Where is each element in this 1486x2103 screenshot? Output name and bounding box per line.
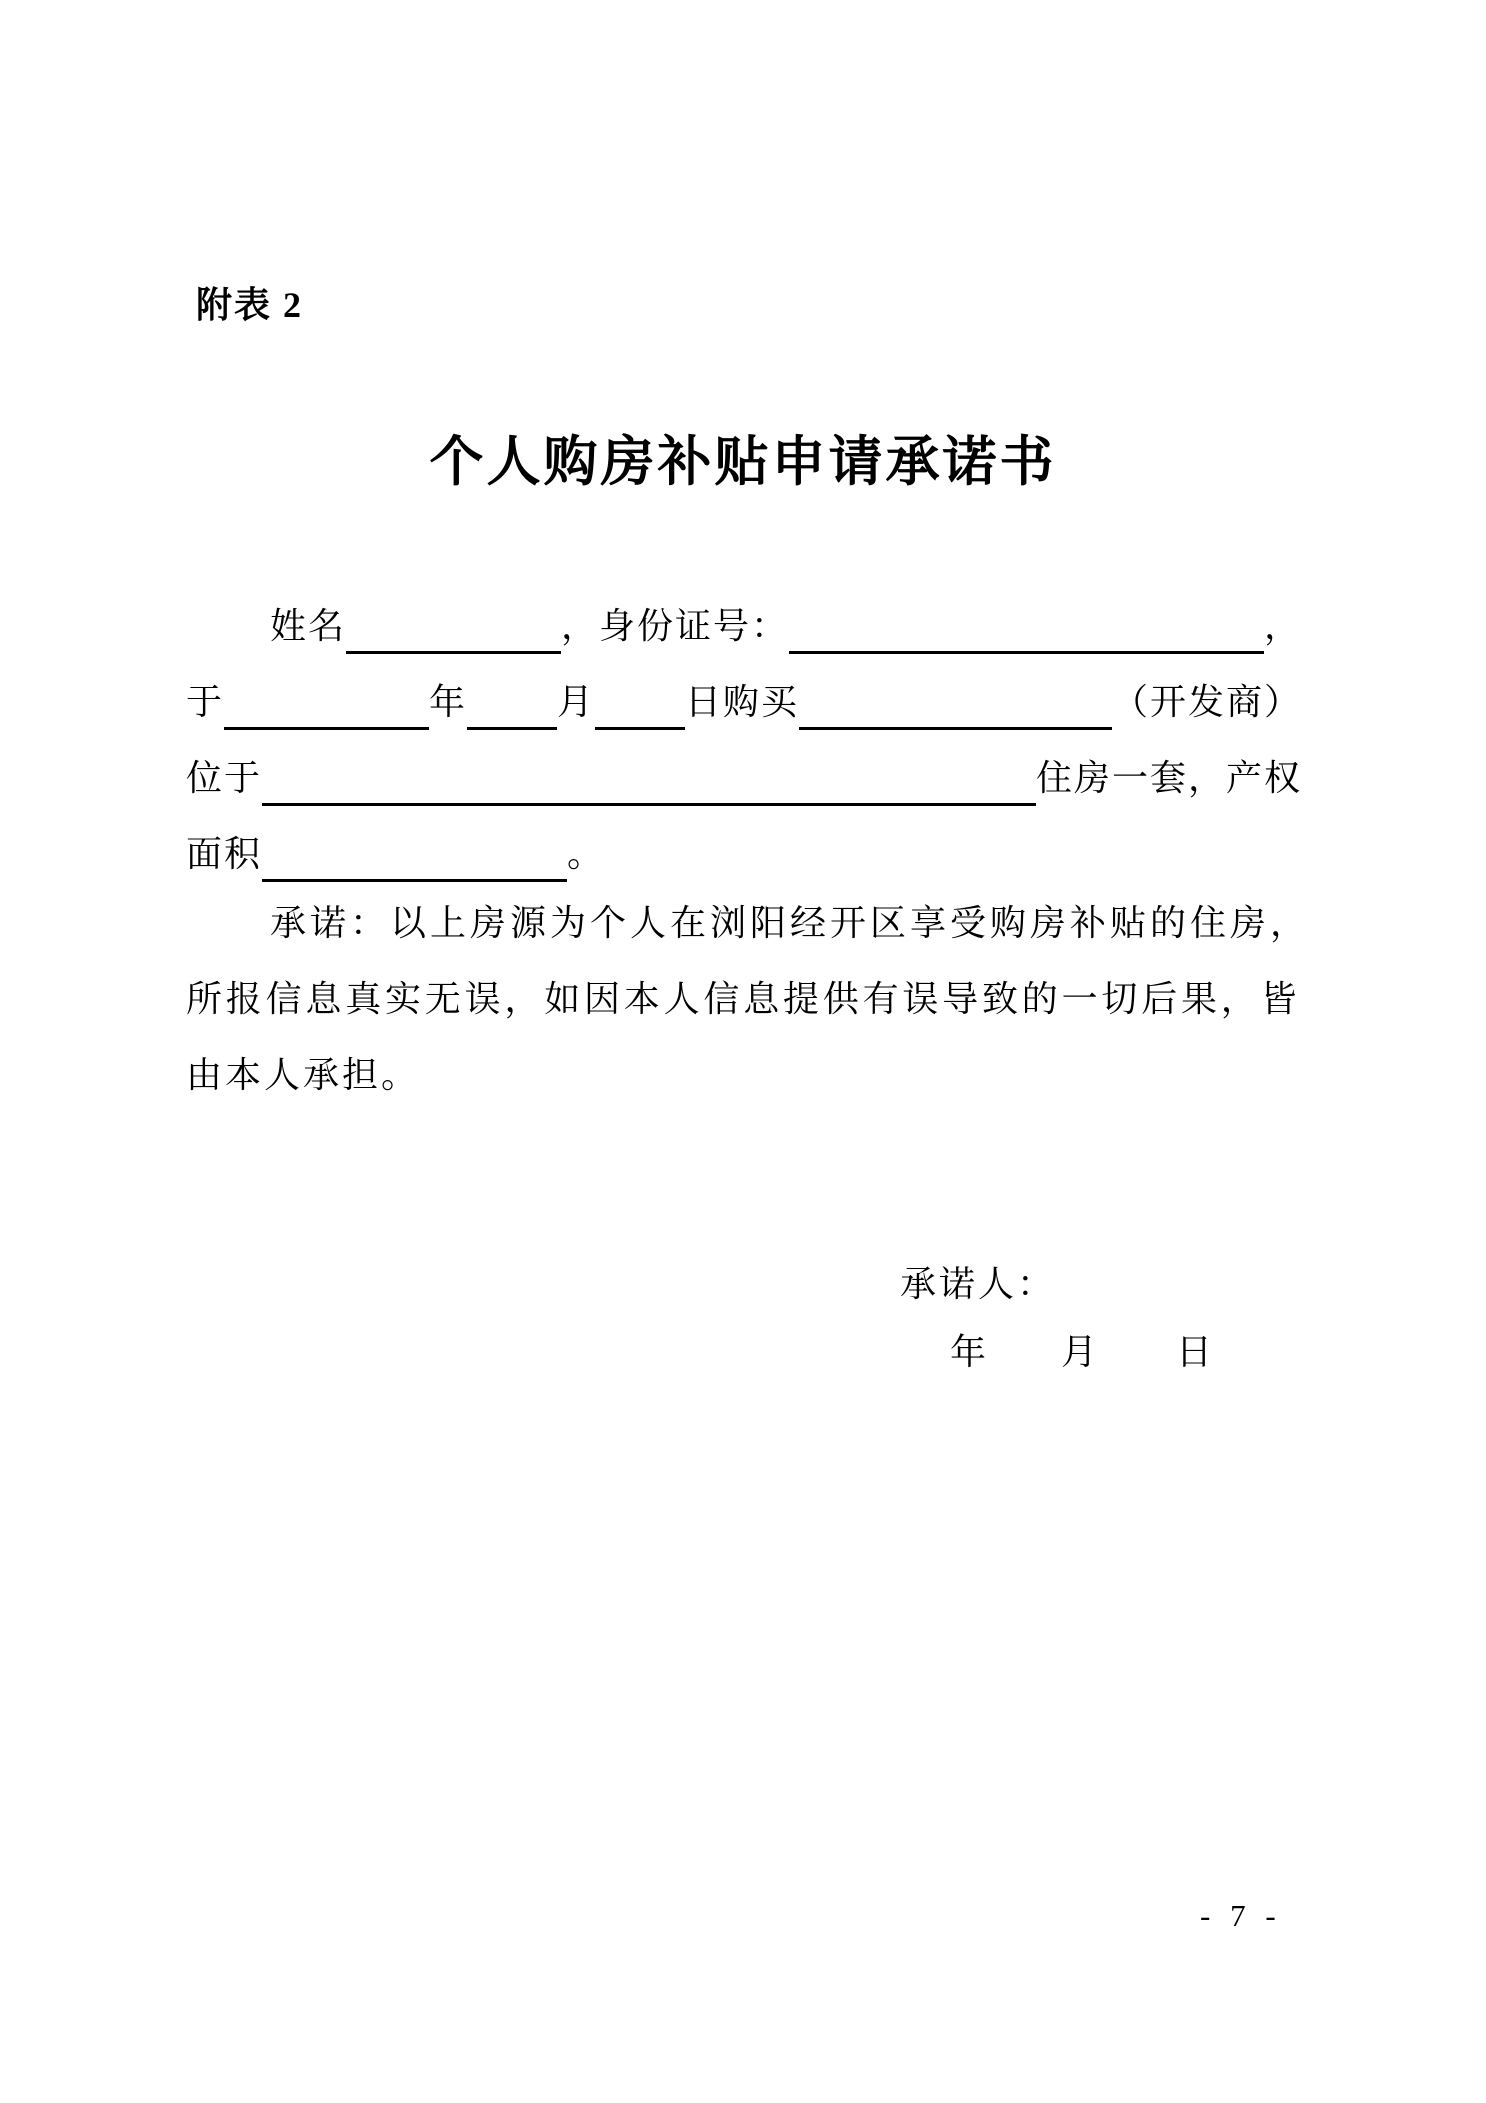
signature-date-line <box>950 1324 1212 1375</box>
area-blank-field <box>262 838 567 882</box>
id-number-label: ，身份证号： <box>561 606 790 646</box>
date-prefix-label: 于 <box>186 682 225 722</box>
commitment-paragraph-line2: 所报信息真实无误，如因本人信息提供有误导致的一切后果，皆 <box>186 979 1301 1019</box>
month-label: 月 <box>557 682 596 722</box>
committer-label: 承诺人： <box>900 1264 1057 1304</box>
area-label: 面积 <box>186 834 263 874</box>
line1-trailing-comma: ， <box>1263 606 1302 646</box>
year-label: 年 <box>429 682 468 722</box>
commitment-paragraph-line3: 由本人承担。 <box>186 1055 421 1095</box>
attachment-label: 附表 2 <box>196 285 304 325</box>
developer-name-blank-field <box>799 686 1112 730</box>
name-label: 姓名 <box>270 606 347 646</box>
year-blank-field <box>224 686 429 730</box>
signature-year-label: 年 <box>950 1332 987 1372</box>
month-blank-field <box>467 686 557 730</box>
id-number-blank-field <box>789 610 1264 654</box>
form-line-area <box>186 826 1302 878</box>
form-line-name-id <box>186 598 1302 650</box>
day-purchase-label: 日购买 <box>685 682 800 722</box>
form-line-purchase-date <box>186 674 1302 726</box>
document-title: 个人购房补贴申请承诺书 <box>429 432 1057 492</box>
located-label: 位于 <box>186 758 263 798</box>
day-blank-field <box>595 686 685 730</box>
housing-suffix-label: 住房一套，产权 <box>1035 758 1302 798</box>
signature-day-label: 日 <box>1176 1332 1213 1372</box>
page-number: - 7 - <box>1200 1898 1282 1933</box>
developer-label: （开发商） <box>1111 682 1302 722</box>
line4-period: 。 <box>567 834 606 874</box>
commitment-paragraph-line1: 承诺：以上房源为个人在浏阳经开区享受购房补贴的住房， <box>270 903 1311 943</box>
name-blank-field <box>346 610 561 654</box>
form-line-address <box>186 750 1302 802</box>
address-blank-field <box>262 762 1036 806</box>
signature-month-label: 月 <box>1061 1332 1098 1372</box>
